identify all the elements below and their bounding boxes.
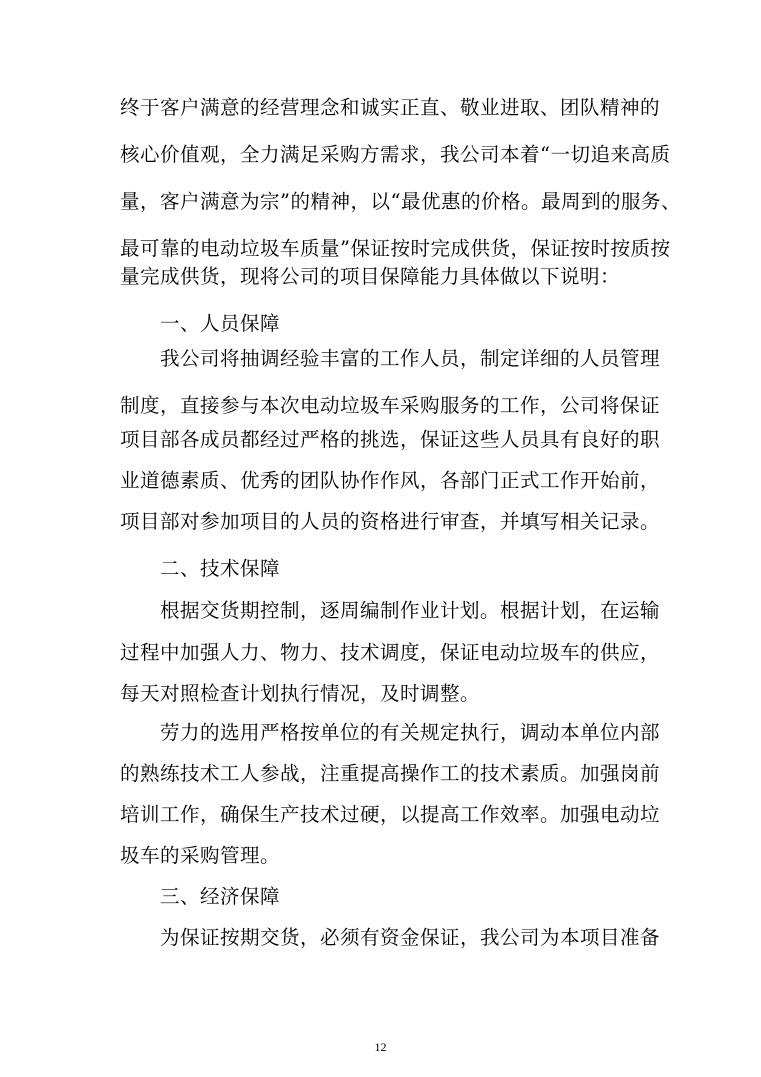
body-line: 业道德素质、优秀的团队协作作风，各部门正式工作开始前， (120, 469, 661, 492)
body-line: 的熟练技术工人参战，注重提高操作工的技术素质。加强岗前 (120, 762, 661, 785)
body-line: 项目部各成员都经过严格的挑选，保证这些人员具有良好的职 (120, 428, 661, 451)
body-line: 量完成供货，现将公司的项目保障能力具体做以下说明： (120, 265, 621, 288)
body-line: 培训工作，确保生产技术过硬，以提高工作效率。加强电动垃 (120, 803, 661, 826)
section-heading-personnel: 一、人员保障 (160, 312, 281, 335)
body-line: 每天对照检查计划执行情况，及时调整。 (120, 682, 481, 705)
body-line: 项目部对参加项目的人员的资格进行审查，并填写相关记录。 (120, 510, 661, 533)
body-line: 为保证按期交货，必须有资金保证，我公司为本项目准备 (160, 926, 661, 949)
body-line: 圾车的采购管理。 (120, 844, 281, 867)
body-line: 最可靠的电动垃圾车质量”保证按时完成供货，保证按时按质按 (120, 237, 671, 260)
body-line: 核心价值观，全力满足采购方需求，我公司本着“一切追来高质 (120, 143, 671, 166)
section-heading-technical: 二、技术保障 (160, 557, 281, 580)
body-line: 劳力的选用严格按单位的有关规定执行，调动本单位内部 (160, 721, 661, 744)
body-line: 制度，直接参与本次电动垃圾车采购服务的工作，公司将保证 (120, 394, 661, 417)
body-line: 我公司将抽调经验丰富的工作人员，制定详细的人员管理 (160, 347, 661, 370)
section-heading-economic: 三、经济保障 (160, 885, 281, 908)
body-line: 终于客户满意的经营理念和诚实正直、敬业进取、团队精神的 (120, 96, 661, 119)
body-line: 过程中加强人力、物力、技术调度，保证电动垃圾车的供应， (120, 641, 661, 664)
page-number: 12 (374, 1040, 387, 1054)
body-line: 量，客户满意为宗”的精神，以“最优惠的价格。最周到的服务、 (120, 190, 681, 213)
body-line: 根据交货期控制，逐周编制作业计划。根据计划，在运输 (160, 599, 661, 622)
